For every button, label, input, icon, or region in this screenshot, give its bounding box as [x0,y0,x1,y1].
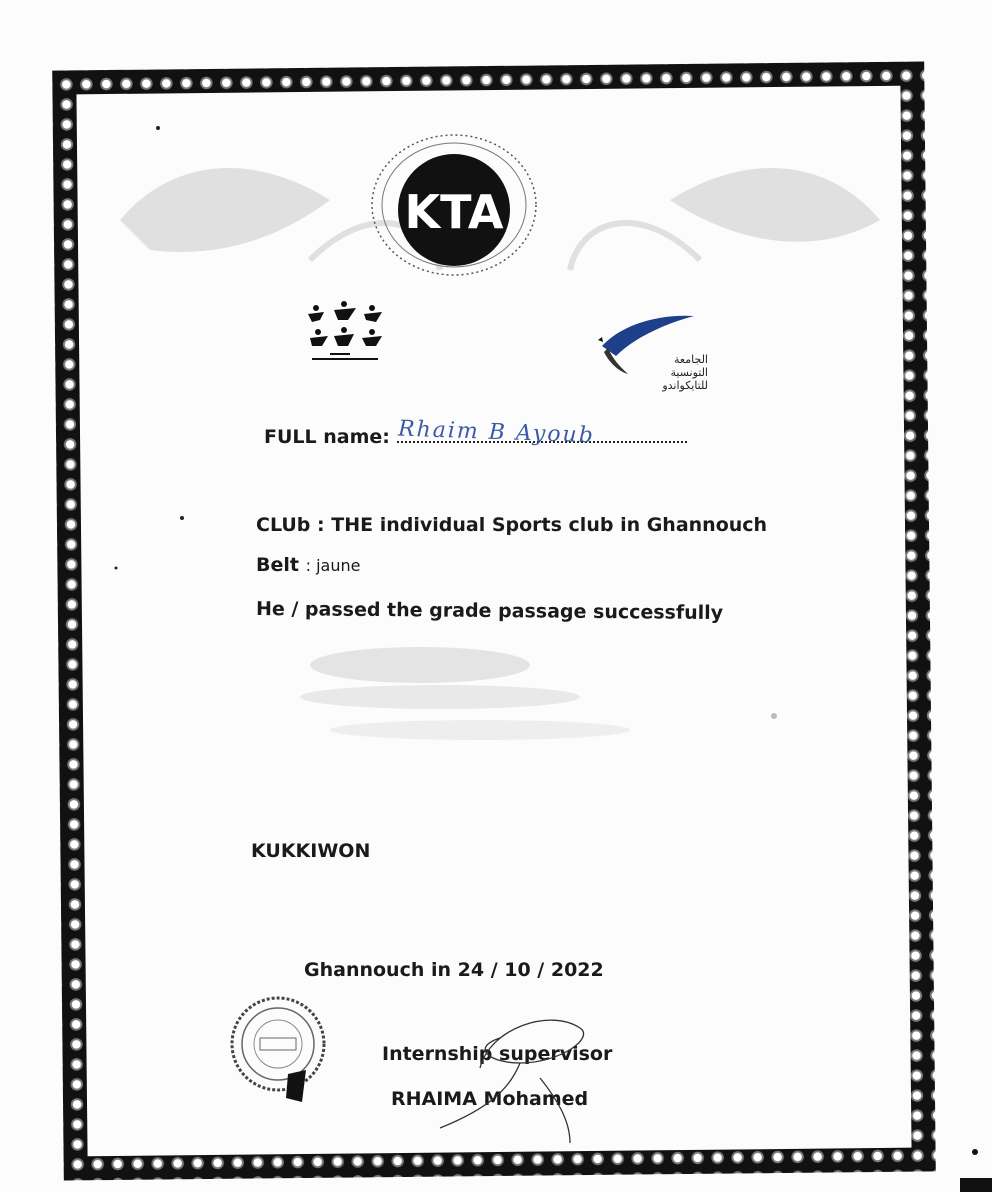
federation-arabic-line-3: للتايكواندو [662,379,708,392]
belt-label: Belt [256,554,299,576]
belt-value: : jaune [305,556,361,575]
full-name-label: FULL name: [264,426,390,448]
kta-logo-text: KTA [404,185,504,239]
supervisor-name: RHAIMA Mohamed [391,1088,589,1110]
federation-arabic-line-2: التونسية [670,366,708,379]
club-value: THE individual Sports club in Ghannouch [331,514,768,536]
supervisor-title: Internship supervisor [382,1043,613,1065]
grade-statement: He / passed the grade passage successfully [255,597,724,625]
club-label: CLUb : [256,514,325,536]
kukkiwon-label: KUKKIWON [251,840,371,862]
federation-arabic-line-1: الجامعة [674,353,708,366]
full-name-value: Rhaim B Ayoub [397,416,596,449]
date-line: Ghannouch in 24 / 10 / 2022 [304,959,604,981]
